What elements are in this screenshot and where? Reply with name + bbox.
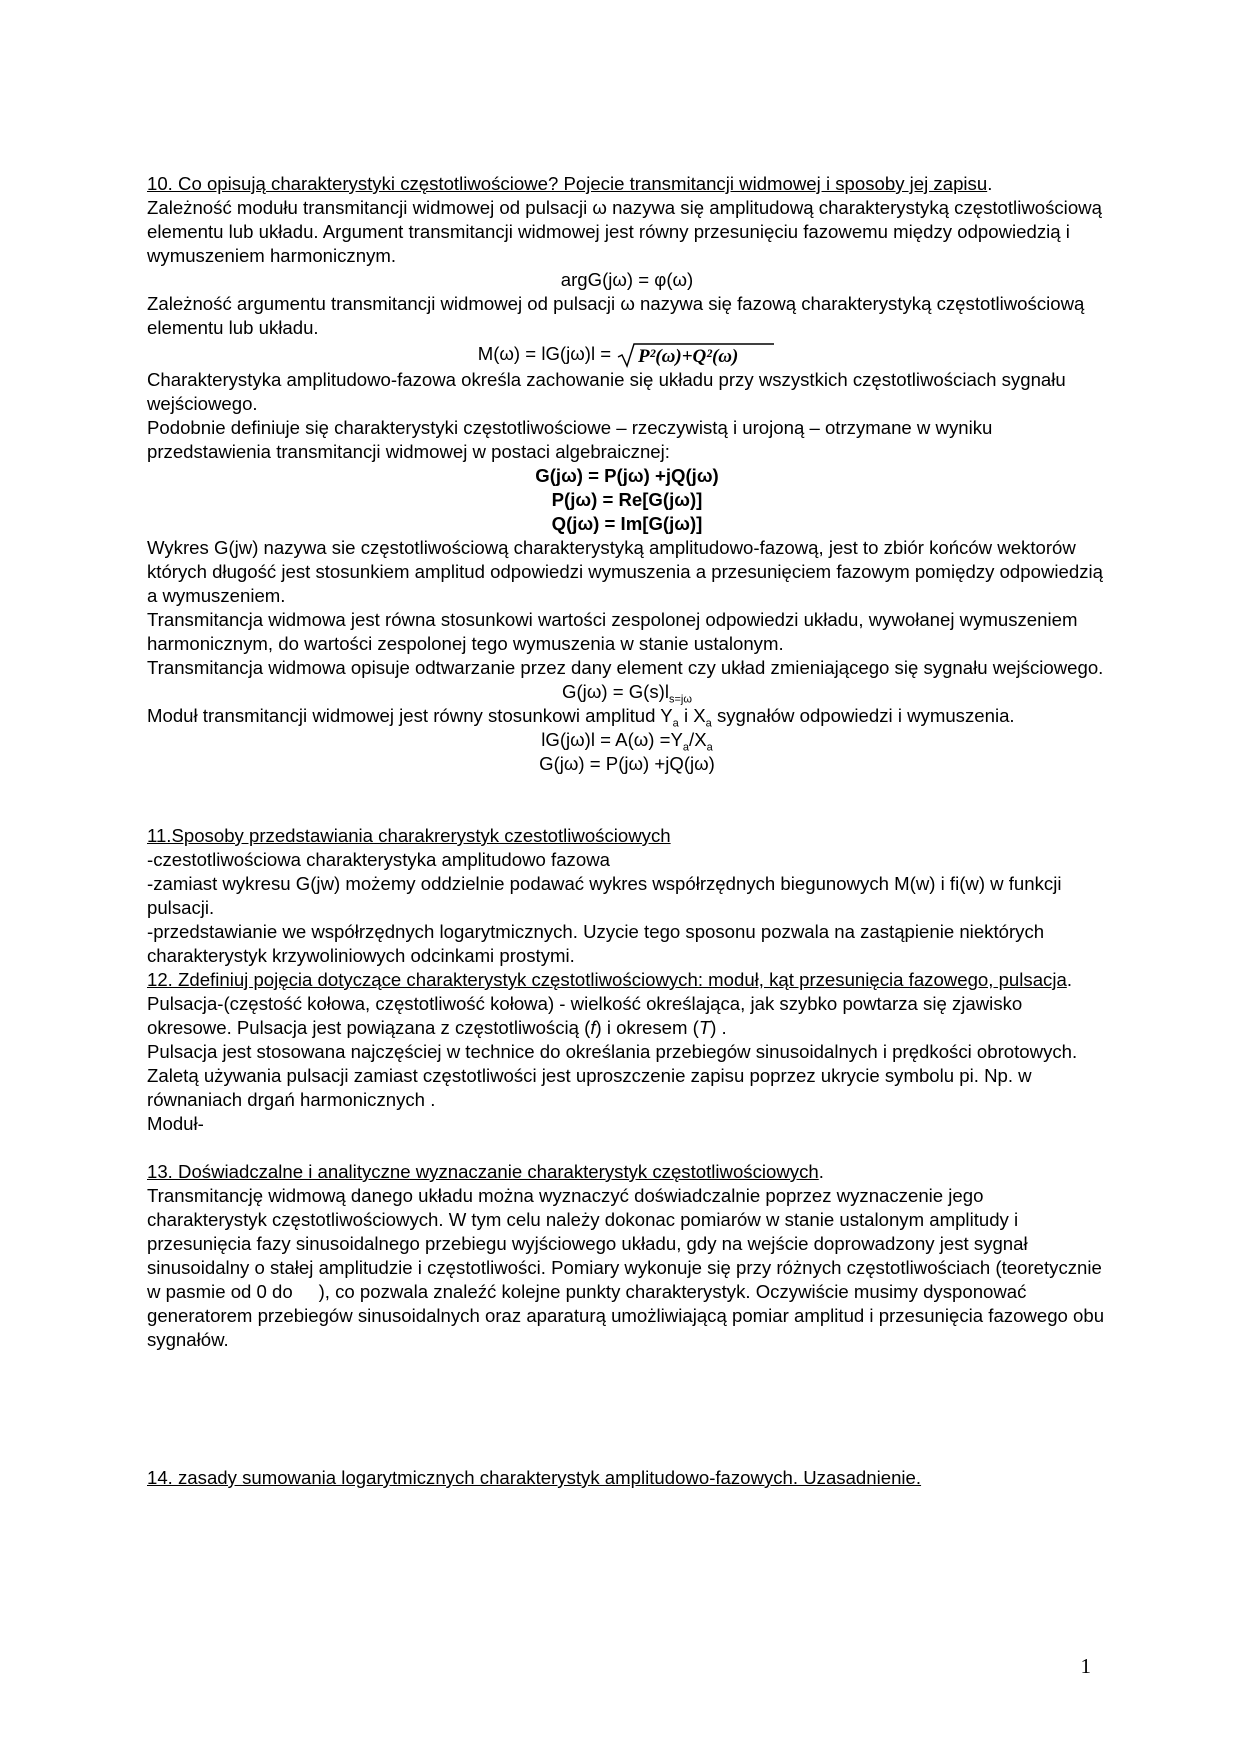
spacer <box>147 776 1107 824</box>
list-item: -zamiast wykresu G(jw) możemy oddzielnie podawać wykres współrzędnych biegunowych M(w) i fi(w) w funkcji pulsacji. <box>147 873 1062 918</box>
paragraph: Charakterystyka amplitudowo-fazowa określa zachowanie się układu przy wszystkich częstotliwościach sygnału wejściowego. <box>147 369 1066 414</box>
formula-amplitude-ratio: $lG(j\omega)l = A(\omega) =Y_a/X_a$ <box>541 729 713 754</box>
formula-imag: Q(jω) = Im[G(jω)] <box>551 513 703 534</box>
paragraph: Transmitancja widmowa jest równa stosunkowi wartości zespolonej odpowiedzi układu, wywołanej wymuszeniem harmonicznym, do wartości zespolonej tego wymuszenia w stanie ustalonym. <box>147 609 1078 654</box>
spacer <box>147 1136 1107 1160</box>
section-10-heading: 10. Co opisują charakterystyki częstotliwościowe? Pojecie transmitancji widmowej i sposoby jej zapisu. <box>147 173 993 194</box>
sqrt-expression <box>616 341 776 369</box>
formula-arg: argG(jω) = φ(ω) <box>560 269 694 290</box>
formula-substitution: $G(j\omega) = G(s)l_{s=j\omega}$ <box>562 681 692 706</box>
section-14-heading: 14. zasady sumowania logarytmicznych charakterystyk amplitudowo-fazowych. Uzasadnienie. <box>147 1467 922 1488</box>
paragraph: Pulsacja-(częstość kołowa, częstotliwość kołowa) - wielkość określająca, jak szybko powtarza się zjawisko okresowe. Pulsacja jest powiązana z częstotliwością (f) i okresem (T) . <box>147 993 1023 1038</box>
section-13-heading: 13. Doświadczalne i analityczne wyznaczanie charakterystyk częstotliwościowych. <box>147 1161 824 1182</box>
section-11-heading: 11.Sposoby przedstawiania charakrerystyk czestotliwościowych <box>147 825 671 846</box>
section-12-heading: 12. Zdefiniuj pojęcia dotyczące charakterystyk częstotliwościowych: moduł, kąt przesunięcia fazowego, pulsacja. <box>147 969 1072 990</box>
paragraph: Pulsacja jest stosowana najczęściej w technice do określania przebiegów sinusoidalnych i prędkości obrotowych. Zaletą używania pulsacji zamiast częstotliwości jest uproszczenie zapisu poprzez ukrycie symbolu pi. Np. w równaniach drgań harmonicznych . <box>147 1041 1078 1110</box>
sqrt-radicand: P²(ω)+Q²(ω) <box>638 346 739 368</box>
list-item: -czestotliwościowa charakterystyka amplitudowo fazowa <box>147 849 610 870</box>
formula-modulus: M(ω) = lG(jω)l = P²(ω)+Q²(ω) <box>147 340 1107 368</box>
paragraph: Moduł- <box>147 1113 204 1134</box>
paragraph: Transmitancję widmową danego układu można wyznaczyć doświadczalnie poprzez wyznaczenie jego charakterystyk częstotliwościowych. W tym celu należy dokonac pomiarów w stanie ustalonym amplitudy i przesunięcia fazy sinusoidalnego przebiegu wyjściowego układu, gdy na wejście doprowadzony jest sygnał sinusoidalny o stałej amplitudzie i częstotliwości. Pomiary wykonuje się przy różnych częstotliwościach (teoretycznie w pasmie od 0 do ), co pozwala znaleźć kolejne punkty charakterystyk. Oczywiście musimy dysponować generatorem przebiegów sinusoidalnych oraz aparaturą umożliwiającą pomiar amplitud i przesunięcia fazowego obu sygnałów. <box>147 1185 1110 1350</box>
list-item: -przedstawianie we współrzędnych logarytmicznych. Uzycie tego sposonu pozwala na zastąpienie niektórych charakterystyk krzywoliniowych odcinkami prostymi. <box>147 921 1045 966</box>
sqrt-sign-icon <box>616 341 776 369</box>
spacer <box>147 1352 1107 1466</box>
paragraph: Wykres G(jw) nazywa sie częstotliwościową charakterystyką amplitudowo-fazową, jest to zbiór końców wektorów których długość jest stosunkiem amplitud odpowiedzi wymuszenia a przesunięciem fazowym pomiędzy odpowiedzią a wymuszeniem. <box>147 537 1103 606</box>
formula-real: P(jω) = Re[G(jω)] <box>551 489 703 510</box>
formula-algebraic-2: G(jω) = P(jω) +jQ(jω) <box>539 753 715 774</box>
page-number: 1 <box>1080 1654 1091 1678</box>
paragraph: Zależność argumentu transmitancji widmowej od pulsacji ω nazywa się fazową charakterystyką częstotliwościową elementu lub układu. <box>147 293 1085 338</box>
formula-algebraic: G(jω) = P(jω) +jQ(jω) <box>535 465 719 486</box>
paragraph: Moduł transmitancji widmowej jest równy stosunkowi amplitud $Y_a$ i $X_a$ sygnałów odpowiedzi i wymuszenia. <box>147 705 1015 730</box>
paragraph: Zależność modułu transmitancji widmowej od pulsacji ω nazywa się amplitudową charakterystyką częstotliwościową elementu lub układu. Argument transmitancji widmowej jest równy przesunięciu fazowemu między odpowiedzią i wymuszeniem harmonicznym. <box>147 197 1102 266</box>
paragraph: Transmitancja widmowa opisuje odtwarzanie przez dany element czy układ zmieniającego się sygnału wejściowego. <box>147 657 1104 678</box>
paragraph: Podobnie definiuje się charakterystyki częstotliwościowe – rzeczywistą i urojoną – otrzymane w wyniku przedstawienia transmitancji widmowej w postaci algebraicznej: <box>147 417 993 462</box>
document-page <box>147 172 1110 1490</box>
